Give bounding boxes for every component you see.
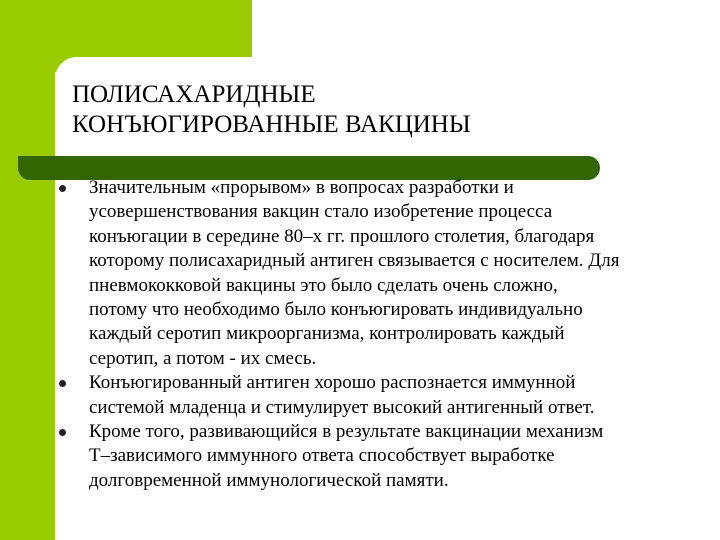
bullet-item	[55, 371, 715, 420]
bullet-dot-icon	[59, 380, 66, 387]
bullet-text: Кроме того, развивающийся в результате вакцинации механизм Т–зависимого иммунного ответа способствует выработке долговременной иммунологической памяти.	[89, 421, 604, 491]
slide-title-line-2: КОНЪЮГИРОВАННЫЕ ВАКЦИНЫ	[72, 111, 471, 138]
slide-title-line-1: ПОЛИСАХАРИДНЫЕ	[72, 81, 316, 108]
bullet-item	[55, 420, 715, 493]
bullet-dot-icon	[59, 185, 66, 192]
slide-title	[72, 80, 632, 140]
accent-strip	[0, 0, 55, 540]
bullet-text: Конъюгированный антиген хорошо распознается иммунной системой младенца и стимулирует высокий антигенный ответ.	[89, 372, 595, 418]
bullet-list	[55, 176, 715, 493]
bullet-text: Значительным «прорывом» в вопросах разработки и усовершенствования вакцин стало изобретение процесса конъюгации в середине 80–х гг. прошлого столетия, благодаря которому полисахаридный антиген связывается с носителем. Для пневмококковой вакцины это было сделать очень сложно, потому что необходимо было конъюгировать индивидуально каждый серотип микроорганизма, контролировать каждый серотип, а потом - их смесь.	[89, 177, 620, 369]
bullet-item	[55, 176, 715, 371]
bullet-dot-icon	[59, 429, 66, 436]
